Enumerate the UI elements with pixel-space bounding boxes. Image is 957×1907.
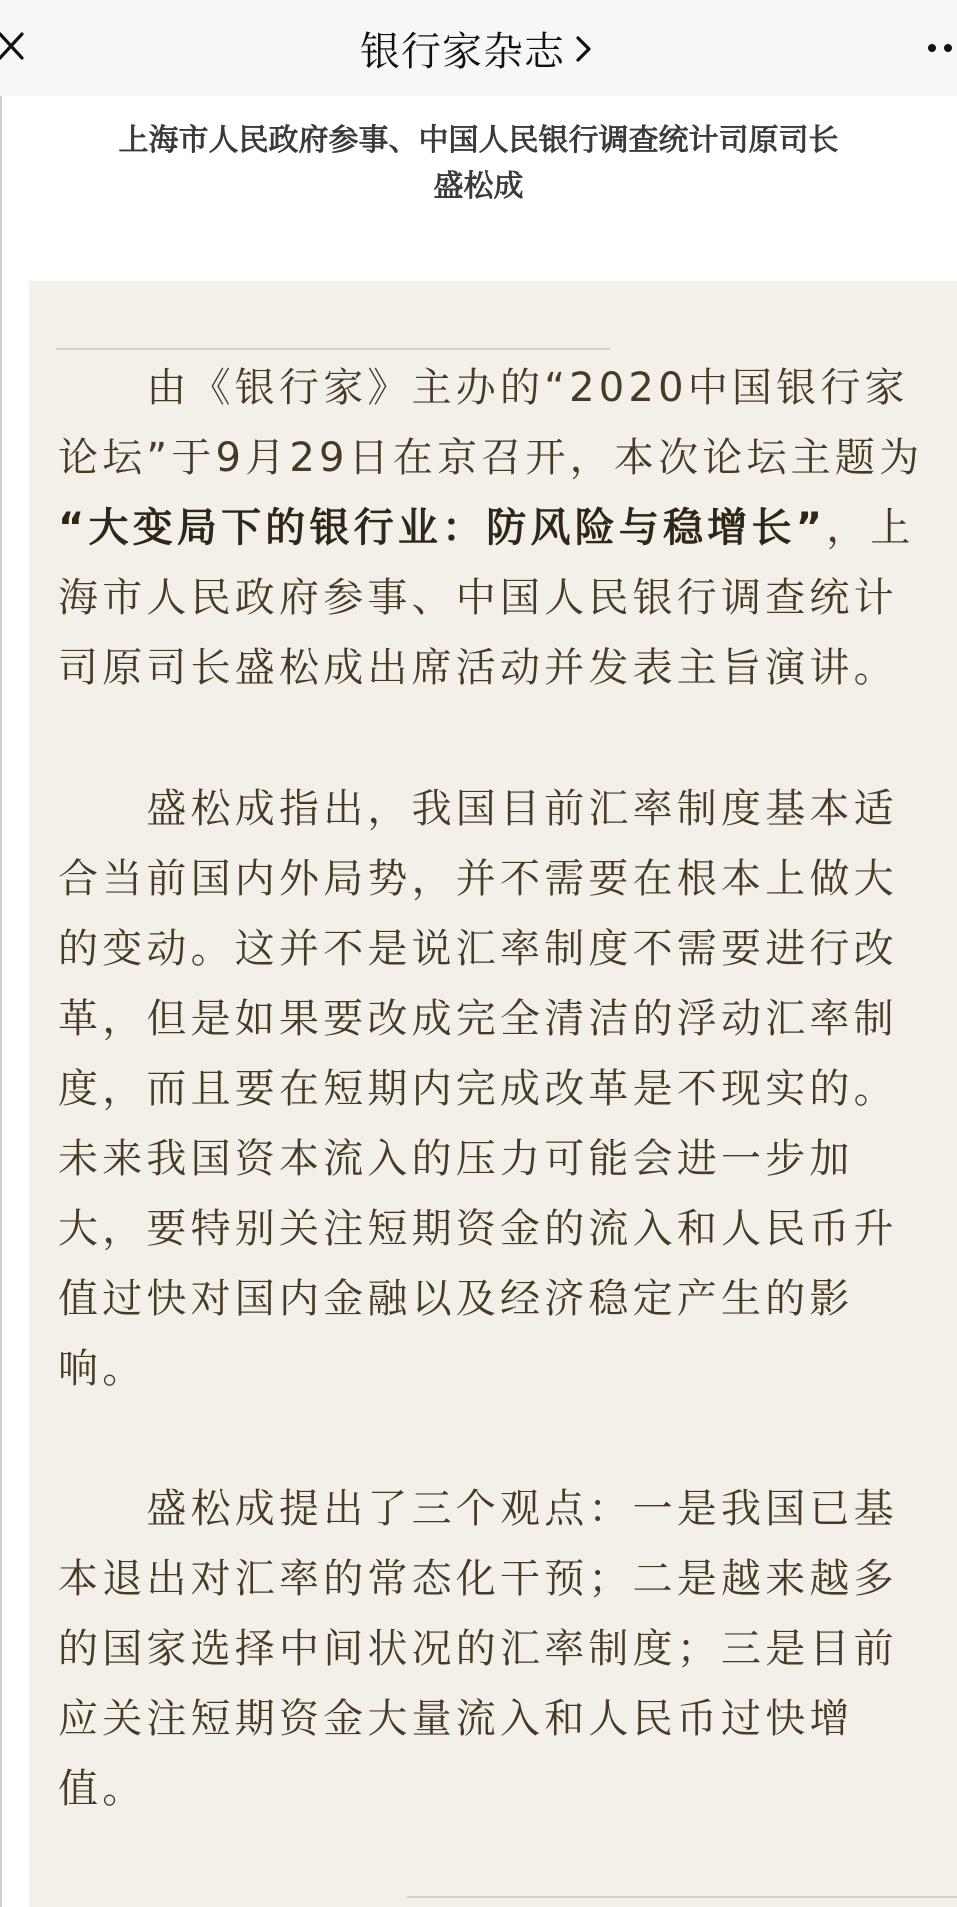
title-area (0, 0, 957, 96)
text-line: 值。 (58, 1766, 147, 1812)
author-name-line: 盛松成 (433, 169, 524, 204)
text-line: 盛松成指出，我国目前汇率制度基本适 (58, 786, 898, 832)
text-line: 响。 (58, 1346, 147, 1392)
divider-top (56, 348, 610, 350)
text-line: 度，而且要在短期内完成改革是不现实的。 (58, 1066, 898, 1112)
text-line: 值过快对国内金融以及经济稳定产生的影 (58, 1276, 854, 1322)
text-line: 海市人民政府参事、中国人民银行调查统计 (58, 575, 898, 621)
divider-bottom (407, 1896, 957, 1898)
author-caption (20, 118, 937, 210)
text-line (58, 493, 957, 563)
text-line: 未来我国资本流入的压力可能会进一步加 (58, 1136, 854, 1182)
forum-theme-bold: “大变局下的银行业：防风险与稳增长” (58, 505, 827, 551)
text-line: 本退出对汇率的常态化干预；二是越来越多 (58, 1556, 898, 1602)
author-title-line: 上海市人民政府参事、中国人民银行调查统计司原司长 (118, 123, 839, 158)
article-body-card (29, 281, 957, 1907)
text-line: 合当前国内外局势，并不需要在根本上做大 (58, 856, 898, 902)
text-line: 论坛”于9月29日在京召开，本次论坛主题为 (58, 435, 924, 481)
left-border-line (0, 96, 2, 1907)
page-title[interactable]: 银行家杂志 (360, 28, 565, 75)
more-dots-icon[interactable] (927, 40, 953, 56)
text-line: 应关注短期资金大量流入和人民币过快增 (58, 1696, 854, 1742)
text-line: 司原司长盛松成出席活动并发表主旨演讲。 (58, 645, 898, 691)
top-navigation-bar (0, 0, 957, 96)
text-line: 由《银行家》主办的“2020中国银行家 (58, 365, 909, 411)
text-line: 的国家选择中间状况的汇率制度；三是目前 (58, 1626, 898, 1672)
text-fragment: ，上 (826, 505, 915, 551)
text-line: 的变动。这并不是说汇率制度不需要进行改 (58, 926, 898, 972)
text-line: 盛松成提出了三个观点：一是我国已基 (58, 1486, 898, 1532)
text-line: 大，要特别关注短期资金的流入和人民币升 (58, 1206, 898, 1252)
chevron-right-icon[interactable] (569, 28, 597, 68)
text-line: 革，但是如果要改成完全清洁的浮动汇率制 (58, 996, 898, 1042)
